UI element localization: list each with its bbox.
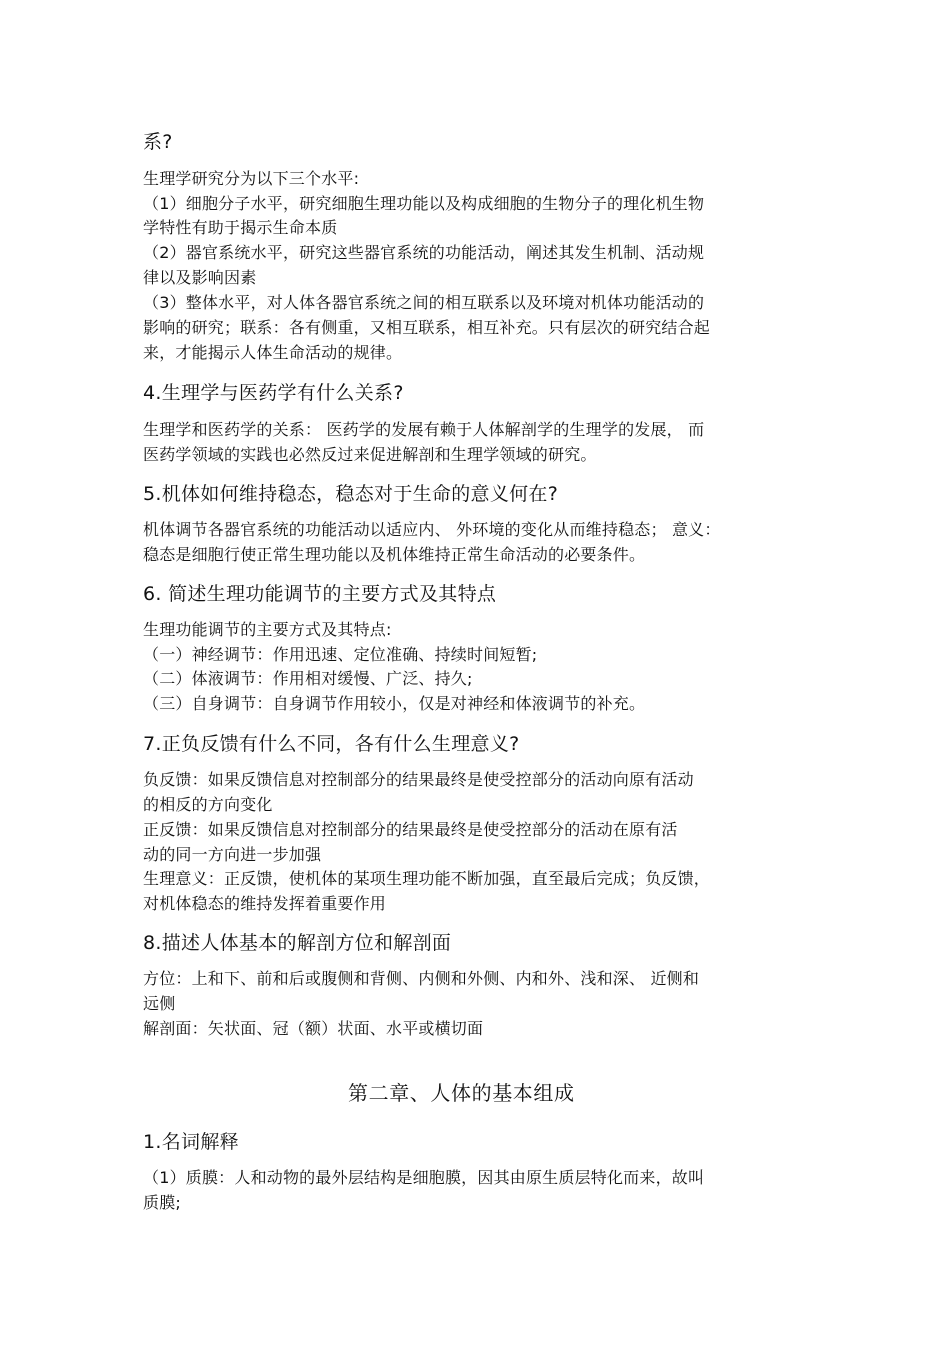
paragraph-line: 律以及影响因素 — [143, 268, 257, 287]
question-heading-7: 7.正负反馈有什么不同，各有什么生理意义? — [143, 733, 520, 755]
list-item: （二）体液调节：作用相对缓慢、广泛、持久; — [143, 669, 473, 688]
paragraph-line: 负反馈：如果反馈信息对控制部分的结果最终是使受控部分的活动向原有活动 — [143, 770, 694, 789]
section-heading-continued: 系? — [143, 131, 173, 153]
chapter-title: 第二章、人体的基本组成 — [348, 1081, 575, 1105]
paragraph-line: 来，才能揭示人体生命活动的规律。 — [143, 343, 403, 362]
paragraph-line: 远侧 — [143, 994, 176, 1013]
question-heading-5: 5.机体如何维持稳态，稳态对于生命的意义何在? — [143, 483, 559, 505]
list-item: （一）神经调节：作用迅速、定位准确、持续时间短暂; — [143, 645, 538, 664]
paragraph-line: （1）细胞分子水平，研究细胞生理功能以及构成细胞的生物分子的理化机生物 — [143, 194, 705, 213]
paragraph-line: 稳态是细胞行使正常生理功能以及机体维持正常生命活动的必要条件。 — [143, 545, 646, 564]
paragraph-line: （3）整体水平，对人体各器官系统之间的相互联系以及环境对机体功能活动的 — [143, 293, 705, 312]
paragraph-line: 解剖面：矢状面、冠（额）状面、水平或横切面 — [143, 1019, 484, 1038]
paragraph-line: （2）器官系统水平，研究这些器官系统的功能活动，阐述其发生机制、活动规 — [143, 243, 705, 262]
paragraph-line: 动的同一方向进一步加强 — [143, 845, 322, 864]
paragraph-line: 正反馈：如果反馈信息对控制部分的结果最终是使受控部分的活动在原有活 — [143, 820, 678, 839]
paragraph-line: 生理意义：正反馈，使机体的某项生理功能不断加强，直至最后完成；负反馈， — [143, 869, 711, 888]
question-heading-1: 1.名词解释 — [143, 1131, 239, 1153]
paragraph-line: 生理功能调节的主要方式及其特点: — [143, 620, 392, 639]
question-heading-8: 8.描述人体基本的解剖方位和解剖面 — [143, 932, 452, 954]
paragraph-line: 生理学和医药学的关系： 医药学的发展有赖于人体解剖学的生理学的发展， 而 — [143, 420, 705, 439]
paragraph-line: 对机体稳态的维持发挥着重要作用 — [143, 894, 387, 913]
question-heading-4: 4.生理学与医药学有什么关系? — [143, 382, 404, 404]
paragraph-line: 方位：上和下、前和后或腹侧和背侧、内侧和外侧、内和外、浅和深、 近侧和 — [143, 969, 700, 988]
paragraph-line: 影响的研究；联系：各有侧重，又相互联系，相互补充。只有层次的研究结合起 — [143, 318, 711, 337]
paragraph-line: 质膜; — [143, 1193, 181, 1212]
paragraph-line: 学特性有助于揭示生命本质 — [143, 218, 338, 237]
question-heading-6: 6. 简述生理功能调节的主要方式及其特点 — [143, 583, 497, 605]
paragraph-line: 机体调节各器官系统的功能活动以适应内、 外环境的变化从而维持稳态； 意义： — [143, 520, 721, 539]
paragraph-line: 生理学研究分为以下三个水平: — [143, 169, 360, 188]
paragraph-line: 的相反的方向变化 — [143, 795, 273, 814]
list-item: （三）自身调节：自身调节作用较小，仅是对神经和体液调节的补充。 — [143, 694, 646, 713]
paragraph-line: 医药学领域的实践也必然反过来促进解剖和生理学领域的研究。 — [143, 445, 597, 464]
paragraph-line: （1）质膜：人和动物的最外层结构是细胞膜，因其由原生质层特化而来，故叫 — [143, 1168, 705, 1187]
